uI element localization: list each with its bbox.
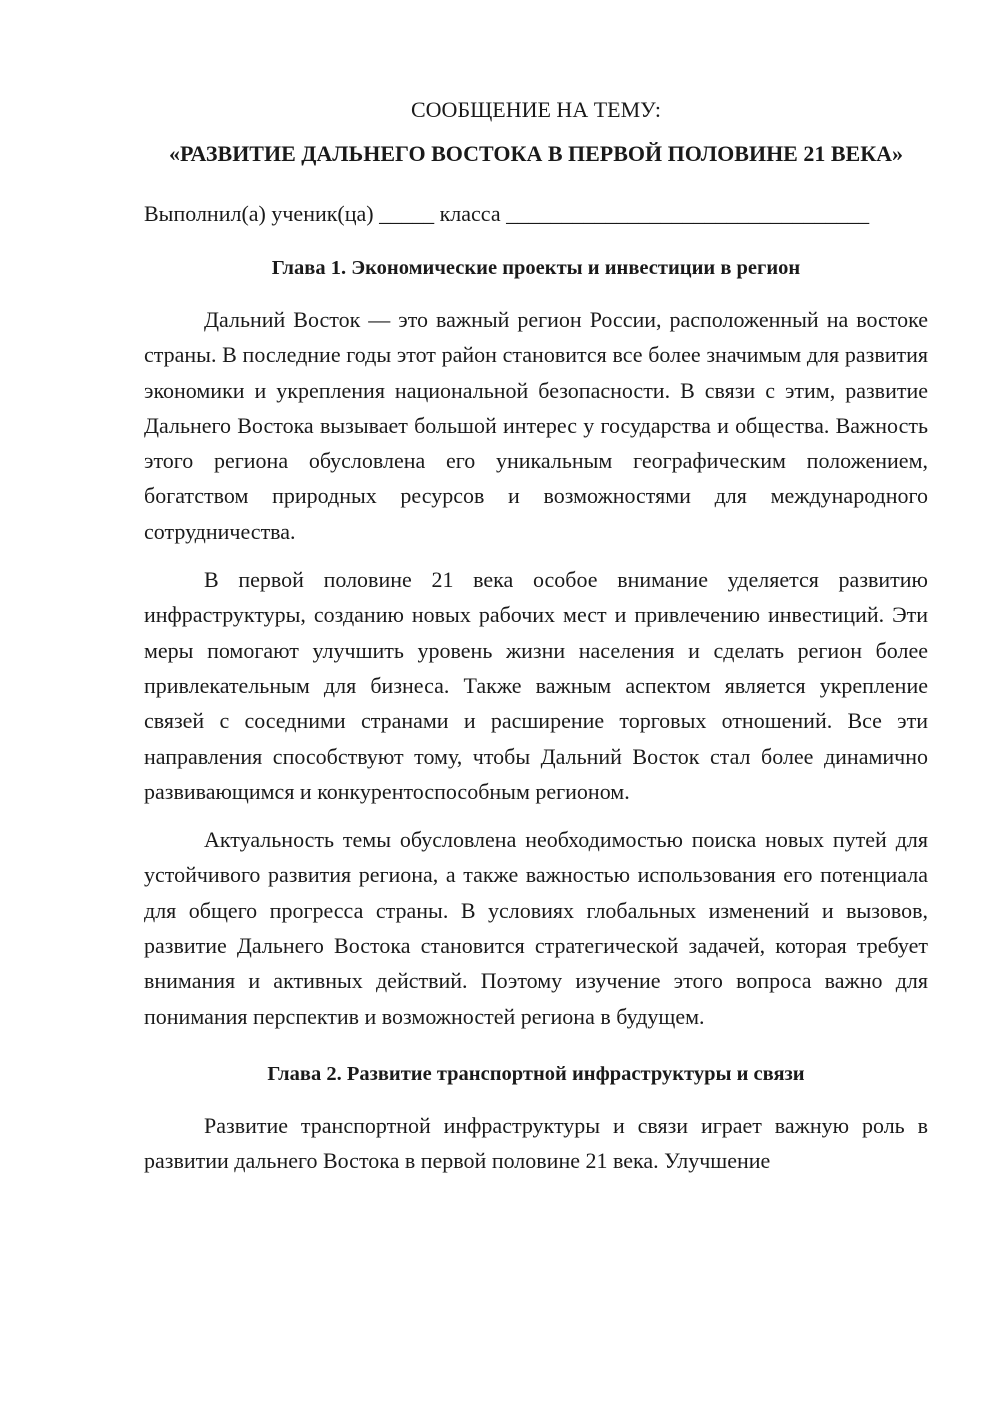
paragraph: Актуальность темы обусловлена необходимостью поиска новых путей для устойчивого развития региона, а также важностью использования его потенциала для общего прогресса страны. В условиях глобальных изменений и вызовов, развитие Дальнего Востока становится стратегической задачей, которая требует внимания и активных действий. Поэтому изучение этого вопроса важно для понимания перспектив и возможностей региона в будущем. [144, 827, 928, 1029]
paragraph: В первой половине 21 века особое внимание уделяется развитию инфраструктуры, созданию новых рабочих мест и привлечению инвестиций. Эти меры помогают улучшить уровень жизни населения и сделать регион более привлекательным для бизнеса. Также важным аспектом является укрепление связей с соседними странами и расширение торговых отношений. Все эти направления способствуют тому, чтобы Дальний Восток стал более динамично развивающимся и конкурентоспособным регионом. [144, 567, 928, 804]
author-line: Выполнил(а) ученик(ца) _____ класса _________________________________ [144, 201, 870, 226]
document-title: «РАЗВИТИЕ ДАЛЬНЕГО ВОСТОКА В ПЕРВОЙ ПОЛОВИНЕ 21 ВЕКА» [168, 141, 904, 166]
paragraph: Дальний Восток — это важный регион России, расположенный на востоке страны. В последние годы этот район становится все более значимым для развития экономики и укрепления национальной безопасности. В связи с этим, развитие Дальнего Востока вызывает большой интерес у государства и общества. Важность этого региона обусловлена его уникальным географическим положением, богатством природных ресурсов и возможностями для международного сотрудничества. [144, 307, 928, 544]
document-body [144, 92, 928, 1179]
paragraph: Развитие транспортной инфраструктуры и связи играет важную роль в развитии дальнего Востока в первой половине 21 века. Улучшение [144, 1112, 928, 1174]
chapter-1 [144, 250, 928, 1034]
chapter-heading: Глава 1. Экономические проекты и инвестиции в регион [271, 257, 801, 279]
chapter-2 [144, 1056, 928, 1179]
topic-label: СООБЩЕНИЕ НА ТЕМУ: [411, 97, 661, 122]
chapter-heading: Глава 2. Развитие транспортной инфраструктуры и связи [267, 1062, 805, 1085]
